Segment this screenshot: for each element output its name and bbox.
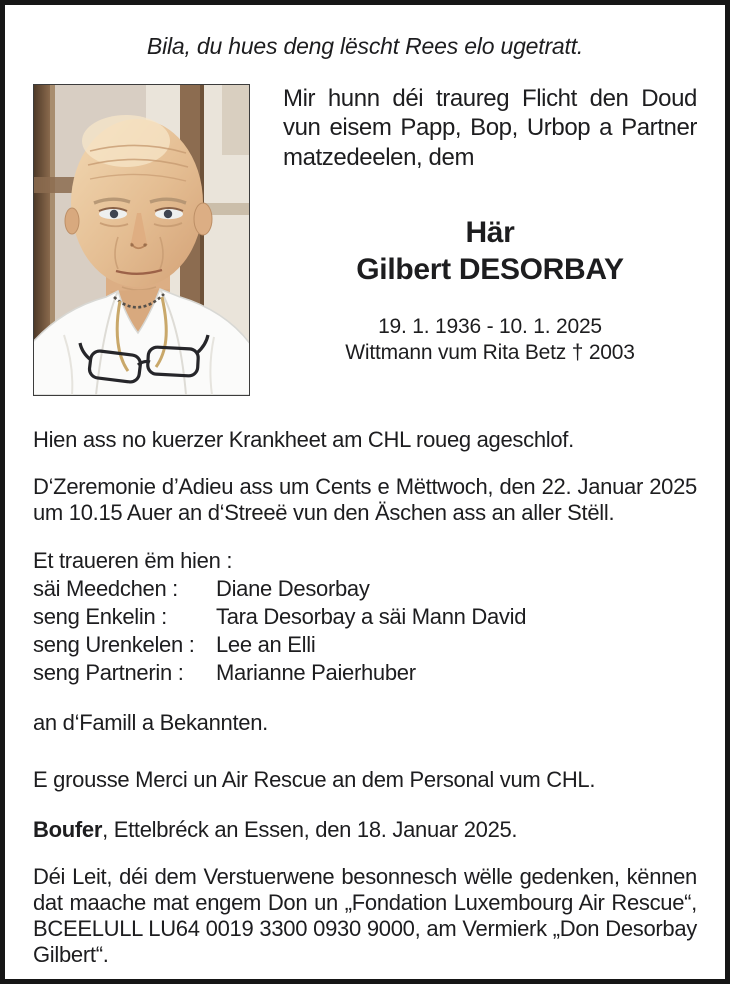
mourner-row (33, 659, 697, 687)
deceased-portrait-photo (33, 84, 250, 396)
honorific: Här (465, 215, 515, 249)
dateline-rest: , Ettelbréck an Essen, den 18. Januar 2025. (102, 817, 518, 842)
mourner-row (33, 631, 697, 659)
relation-label: säi Meedchen : (33, 576, 178, 601)
portrait-illustration (34, 85, 249, 395)
dateline-place: Boufer (33, 817, 103, 842)
name-block (283, 214, 697, 289)
mourner-names: Marianne Paierhuber (216, 660, 416, 685)
mourners-intro: Et traueren ëm hien : (33, 548, 233, 573)
deceased-name: Gilbert DESORBAY (356, 253, 624, 287)
mourners-list (33, 575, 697, 687)
life-dates: 19. 1. 1936 - 10. 1. 2025 (378, 314, 602, 338)
widower-line: Wittmann vum Rita Betz † 2003 (345, 341, 635, 365)
intro-text: Mir hunn déi traureg Flicht den Doud vun eisem Papp, Bop, Urbop a Partner matzedeelen, dem (283, 85, 697, 171)
notice-body (33, 427, 697, 968)
relation-label: seng Enkelin : (33, 604, 167, 629)
dateline (33, 817, 697, 843)
donation-paragraph: Déi Leit, déi dem Verstuerwene besonnesch wëlle gedenken, kënnen dat maache mat engem Don un „Fondation Luxembourg Air Rescue“, BCEELULL LU64 0019 3300 0930 9000, am Vermierk „Don Desorbay Gilbert“. (33, 864, 697, 967)
relation-label: seng Urenkelen : (33, 632, 195, 657)
announcement-column (283, 84, 697, 396)
mourners-outro: an d‘Famill a Bekannten. (33, 710, 268, 735)
relation-label: seng Partnerin : (33, 660, 184, 685)
death-announcement: Hien ass no kuerzer Krankheet am CHL roueg ageschlof. (33, 427, 574, 452)
mourner-row (33, 575, 697, 603)
top-row (33, 84, 697, 396)
mourner-names: Tara Desorbay a säi Mann David (216, 604, 527, 629)
thanks-line: E grousse Merci un Air Rescue an dem Personal vum CHL. (33, 767, 596, 792)
mourner-row (33, 603, 697, 631)
dates-block (283, 314, 697, 367)
ceremony-details: D‘Zeremonie d’Adieu ass um Cents e Mëttwoch, den 22. Januar 2025 um 10.15 Auer an d‘Streeë vun den Äschen ass an aller Stëll. (33, 474, 697, 525)
epigraph: Bila, du hues deng lëscht Rees elo ugetratt. (146, 33, 584, 59)
mourner-names: Diane Desorbay (216, 576, 370, 601)
mourner-names: Lee an Elli (216, 632, 316, 657)
